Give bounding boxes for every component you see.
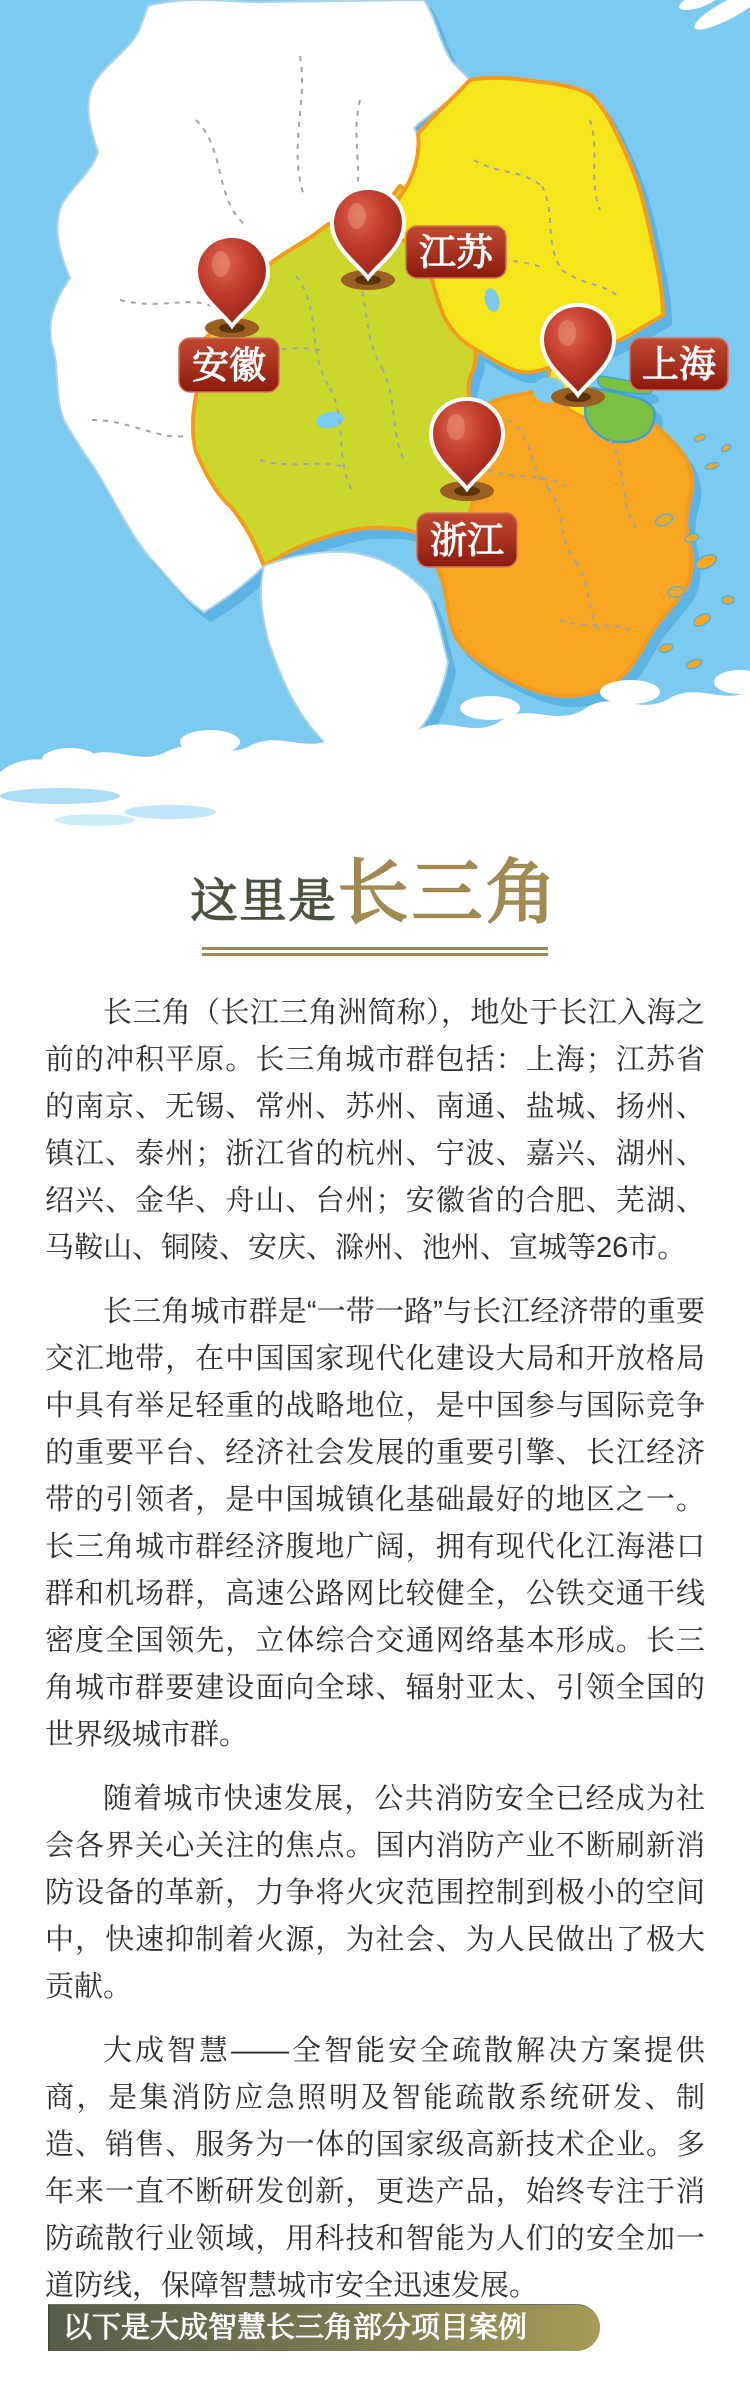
title-double-rule: [202, 947, 548, 956]
page-title-highlight: 长三角: [337, 854, 560, 933]
region-label-shanghai-text: 上海: [642, 344, 716, 385]
region-label-zhejiang: [417, 513, 517, 567]
region-label-jiangsu-text: 江苏: [419, 232, 493, 273]
paragraph-intro: 长三角（长江三角洲简称），地处于长江入海之前的冲积平原。长三角城市群包括：上海；江苏省的南京、无锡、常州、苏州、南通、盐城、扬州、镇江、泰州；浙江省的杭州、宁波、嘉兴、湖州、绍兴、金华、舟山、台州；安徽省的合肥、芜湖、马鞍山、铜陵、安庆、滁州、池州、宣城等26市。: [45, 997, 705, 1264]
region-label-shanghai: [630, 338, 728, 390]
region-label-zhejiang-text: 浙江: [430, 520, 504, 561]
article-body: [45, 990, 705, 2327]
section-banner: [48, 2304, 600, 2351]
page-title: [0, 836, 750, 938]
page-title-prefix: 这里是: [190, 874, 338, 927]
region-label-anhui-text: 安徽: [192, 345, 266, 386]
yangtze-delta-map: [0, 0, 750, 830]
title-section: [0, 836, 750, 956]
map-graphic: [0, 0, 750, 830]
paragraph-fire-safety: 随着城市快速发展，公共消防安全已经成为社会各界关心关注的焦点。国内消防产业不断刷新消防设备的革新，力争将火灾范围控制到极小的空间中，快速抑制着火源，为社会、为人民做出了极大贡献。: [45, 1783, 705, 2003]
paragraph-strategy: 长三角城市群是“一带一路”与长江经济带的重要交汇地带，在中国国家现代化建设大局和开放格局中具有举足轻重的战略地位，是中国参与国际竞争的重要平台、经济社会发展的重要引擎、长江经济带的引领者，是中国城镇化基础最好的地区之一。长三角城市群经济腹地广阔，拥有现代化江海港口群和机场群，高速公路网比较健全，公铁交通干线密度全国领先，立体综合交通网络基本形成。长三角城市群要建设面向全球、辐射亚太、引领全国的世界级城市群。: [45, 1296, 705, 1751]
paragraph-company: 大成智慧——全智能安全疏散解决方案提供商，是集消防应急照明及智能疏散系统研发、制造、销售、服务为一体的国家级高新技术企业。多年来一直不断研发创新，更迭产品，始终专注于消防疏散行业领域，用科技和智能为人们的安全加一道防线，保障智慧城市安全迅速发展。: [45, 2035, 705, 2302]
section-banner-label: 以下是大成智慧长三角部分项目案例: [63, 2312, 528, 2344]
region-label-jiangsu: [406, 226, 506, 278]
region-label-anhui: [179, 338, 279, 392]
